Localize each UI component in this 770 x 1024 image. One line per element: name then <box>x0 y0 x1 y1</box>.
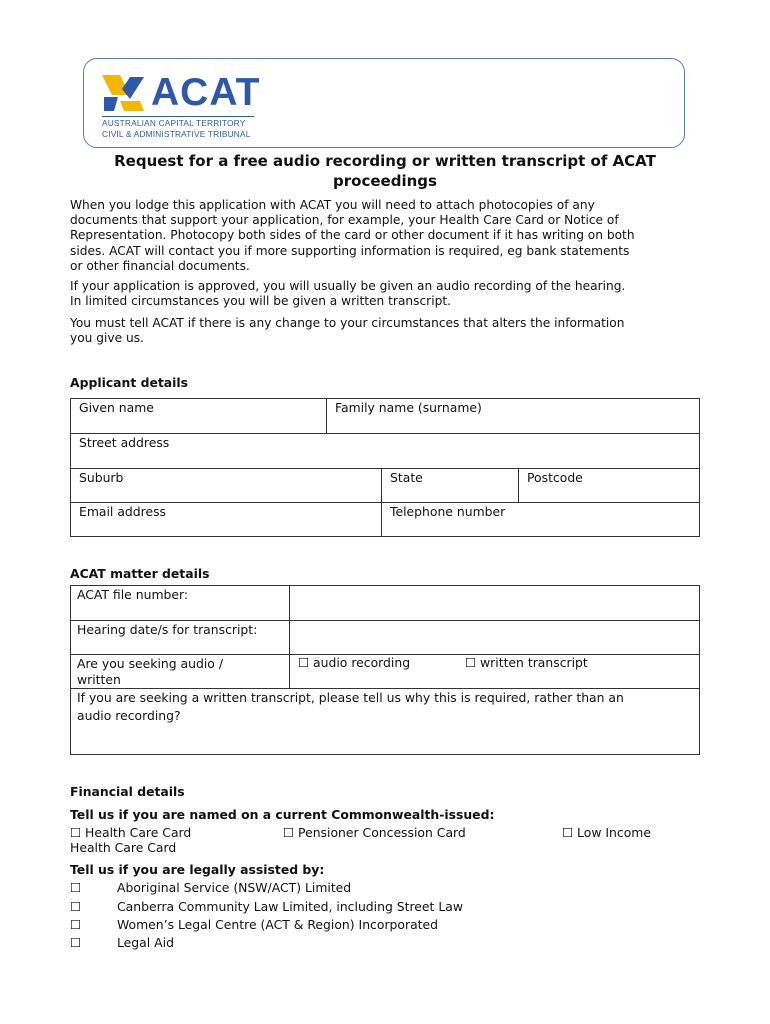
seeking-type-label-line2: written <box>77 672 121 687</box>
transcript-reason-field[interactable] <box>70 688 700 755</box>
email-address-field[interactable] <box>70 502 382 537</box>
logo-subtitle-line1: AUSTRALIAN CAPITAL TERRITORY <box>102 118 246 128</box>
intro-line: you give us. <box>70 331 144 346</box>
legal-option-checkbox[interactable]: ☐ <box>70 899 82 914</box>
intro-paragraph-2 <box>70 279 702 309</box>
legal-option-label: Women’s Legal Centre (ACT & Region) Incorporated <box>117 917 439 932</box>
transcript-reason-line2: audio recording? <box>77 708 181 723</box>
logo-subtitle-line2: CIVIL & ADMINISTRATIVE TRIBUNAL <box>102 129 251 139</box>
title-line-2: proceedings <box>333 172 437 190</box>
logo-divider <box>102 116 254 117</box>
hearing-dates-input[interactable] <box>289 620 700 655</box>
legal-option-label: Canberra Community Law Limited, including Street Law <box>117 899 463 914</box>
health-care-card-continuation: Health Care Card <box>70 840 177 855</box>
legal-option-checkbox[interactable]: ☐ <box>70 917 82 932</box>
hearing-dates-label: Hearing date/s for transcript: <box>77 622 258 637</box>
legal-assistance-heading: Tell us if you are legally assisted by: <box>70 862 325 877</box>
legal-option-label: Legal Aid <box>117 935 174 950</box>
intro-paragraph-1 <box>70 198 702 274</box>
street-address-field[interactable] <box>70 433 700 469</box>
given-name-label: Given name <box>79 400 154 415</box>
matter-details-heading: ACAT matter details <box>70 566 210 581</box>
state-field[interactable] <box>381 468 519 503</box>
intro-line: You must tell ACAT if there is any change to your circumstances that alters the information <box>70 316 625 330</box>
email-address-label: Email address <box>79 504 166 519</box>
intro-line: sides. ACAT will contact you if more supporting information is required, eg bank statements <box>70 243 630 258</box>
intro-line: or other financial documents. <box>70 258 250 273</box>
intro-line: In limited circumstances you will be given a written transcript. <box>70 294 451 309</box>
acat-logo-banner <box>83 58 685 148</box>
file-number-label-cell <box>70 585 290 621</box>
low-income-checkbox[interactable]: ☐ Low Income <box>562 825 651 840</box>
street-address-label: Street address <box>79 435 170 450</box>
page-title <box>70 151 700 191</box>
intro-line: When you lodge this application with ACAT you will need to attach photocopies of any <box>70 198 595 212</box>
file-number-label: ACAT file number: <box>77 587 189 602</box>
postcode-label: Postcode <box>527 470 583 485</box>
applicant-details-heading: Applicant details <box>70 375 189 390</box>
audio-recording-checkbox[interactable]: ☐ audio recording <box>298 655 411 670</box>
seeking-type-label-cell <box>70 654 290 689</box>
intro-line: Representation. Photocopy both sides of the card or other document if it has writing on both <box>70 228 635 243</box>
intro-line: documents that support your application, for example, your Health Care Card or Notice of <box>70 213 619 228</box>
seeking-type-options-cell <box>289 654 700 689</box>
state-label: State <box>390 470 423 485</box>
family-name-field[interactable] <box>326 398 700 434</box>
suburb-label: Suburb <box>79 470 124 485</box>
commonwealth-card-heading: Tell us if you are named on a current Commonwealth-issued: <box>70 807 495 822</box>
hearing-dates-label-cell <box>70 620 290 655</box>
title-line-1: Request for a free audio recording or written transcript of ACAT <box>114 152 656 170</box>
financial-details-heading: Financial details <box>70 784 185 799</box>
intro-paragraph-3 <box>70 316 702 346</box>
legal-option-checkbox[interactable]: ☐ <box>70 935 82 950</box>
pensioner-concession-card-checkbox[interactable]: ☐ Pensioner Concession Card <box>283 825 466 840</box>
written-transcript-checkbox[interactable]: ☐ written transcript <box>465 655 588 670</box>
telephone-number-field[interactable] <box>381 502 700 537</box>
health-care-card-checkbox[interactable]: ☐ Health Care Card <box>70 825 192 840</box>
family-name-label: Family name (surname) <box>335 400 482 415</box>
postcode-field[interactable] <box>518 468 700 503</box>
given-name-field[interactable] <box>70 398 327 434</box>
transcript-reason-line1: If you are seeking a written transcript, please tell us why this is required, rather than an <box>77 690 624 705</box>
acat-logo-icon <box>100 73 148 115</box>
telephone-number-label: Telephone number <box>390 504 506 519</box>
intro-line: If your application is approved, you will usually be given an audio recording of the hearing. <box>70 279 626 293</box>
seeking-type-label-line1: Are you seeking audio / <box>77 656 223 671</box>
suburb-field[interactable] <box>70 468 382 503</box>
file-number-input[interactable] <box>289 585 700 621</box>
legal-option-label: Aboriginal Service (NSW/ACT) Limited <box>117 880 352 895</box>
acat-logo-text: ACAT <box>151 71 261 114</box>
legal-option-checkbox[interactable]: ☐ <box>70 880 82 895</box>
